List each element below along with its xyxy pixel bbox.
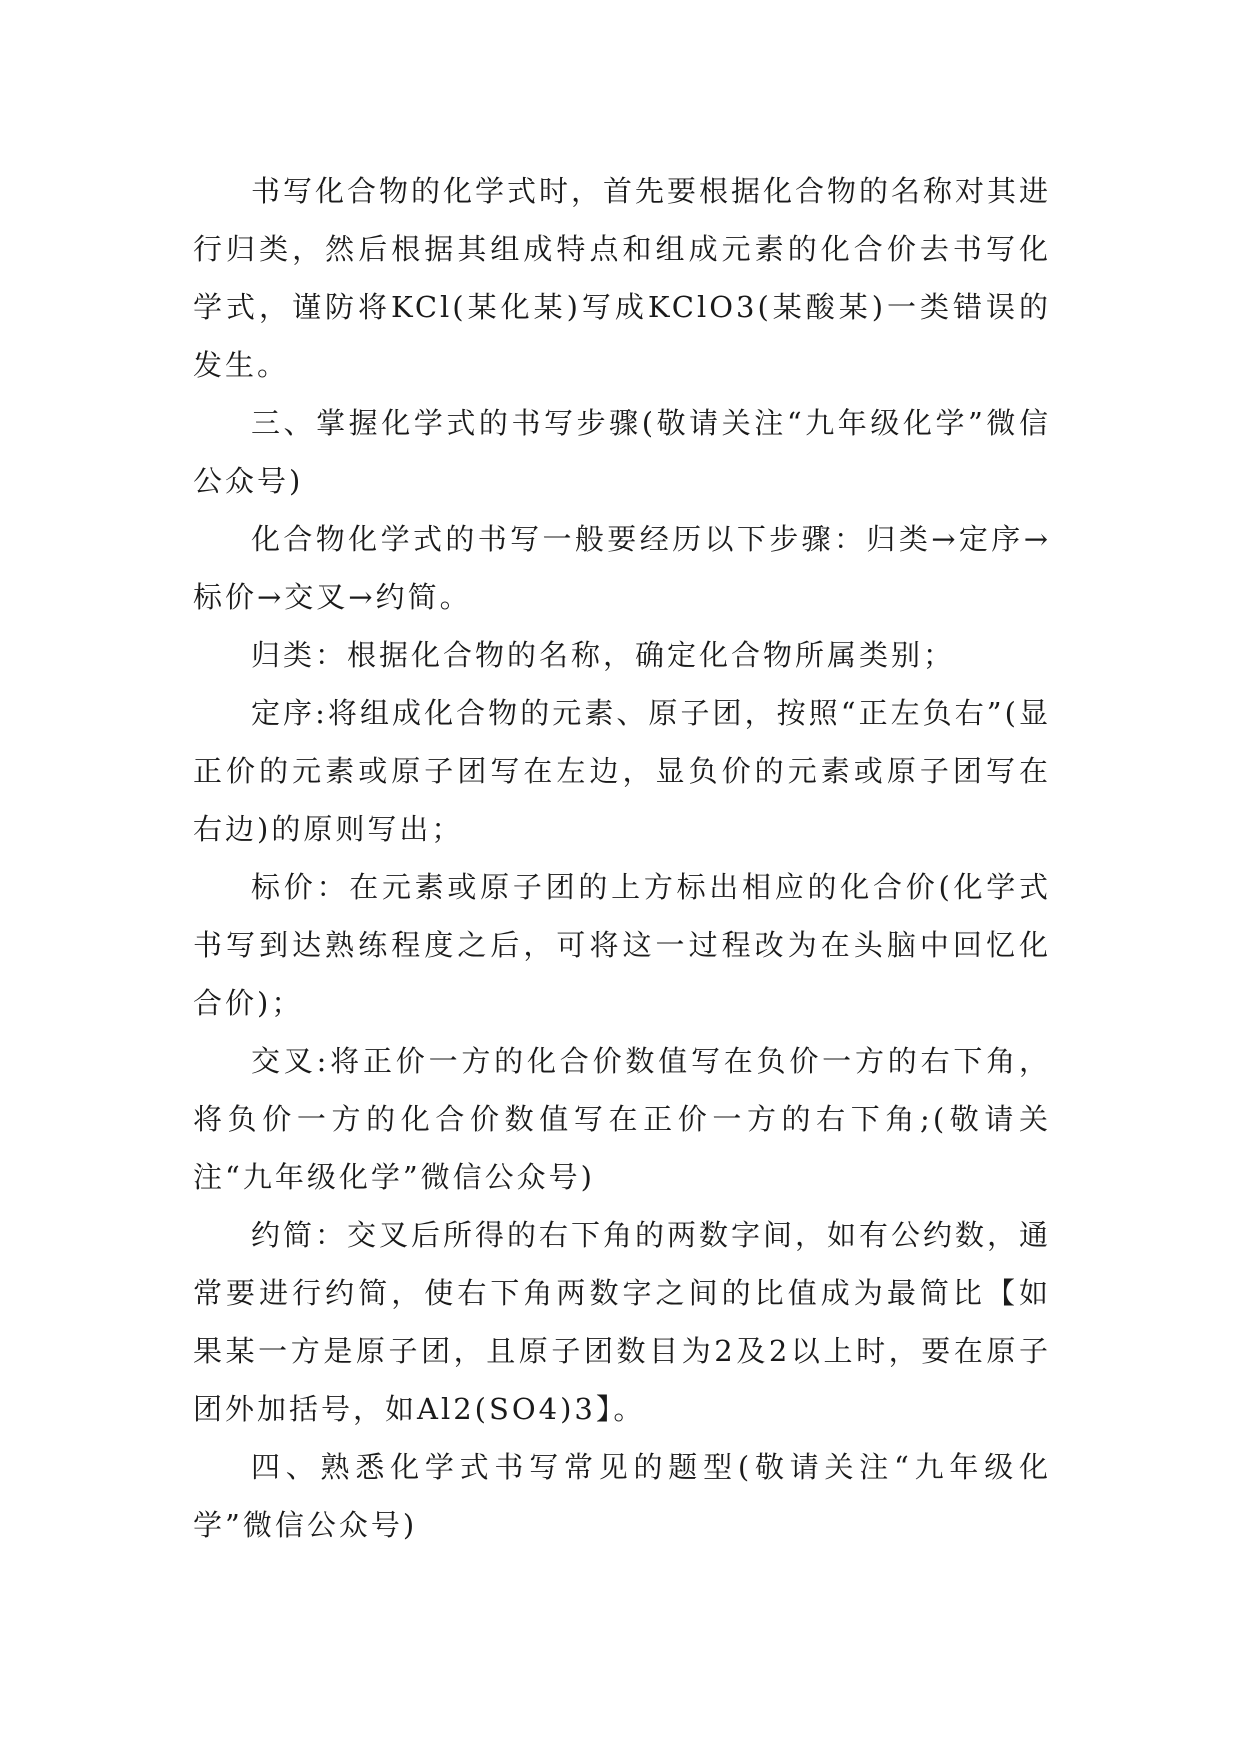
paragraph-steps-overview: 化合物化学式的书写一般要经历以下步骤：归类→定序→标价→交叉→约简。 <box>193 522 1051 614</box>
paragraph-step-classify: 归类：根据化合物的名称，确定化合物所属类别； <box>251 638 956 672</box>
paragraph-step-cross: 交叉:将正价一方的化合价数值写在负价一方的右下角，将负价一方的化合价数值写在正价一方的右下角;(敬请关注“九年级化学”微信公众号) <box>193 1044 1051 1194</box>
document-body <box>193 162 1051 1554</box>
paragraph-classification-intro: 书写化合物的化学式时，首先要根据化合物的名称对其进行归类，然后根据其组成特点和组成元素的化合价去书写化学式，谨防将KCl(某化某)写成KClO3(某酸某)一类错误的发生。 <box>193 174 1052 382</box>
paragraph-step-order: 定序:将组成化合物的元素、原子团，按照“正左负右”(显正价的元素或原子团写在左边，显负价的元素或原子团写在右边)的原则写出； <box>193 696 1051 846</box>
section-heading-4: 四、熟悉化学式书写常见的题型(敬请关注“九年级化学”微信公众号) <box>193 1450 1051 1542</box>
paragraph-step-simplify: 约简：交叉后所得的右下角的两数字间，如有公约数，通常要进行约简，使右下角两数字之间的比值成为最简比【如果某一方是原子团，且原子团数目为2及2以上时，要在原子团外加括号，如Al2(SO4)3】。 <box>193 1218 1052 1426</box>
section-heading-3: 三、掌握化学式的书写步骤(敬请关注“九年级化学”微信公众号) <box>193 406 1051 498</box>
paragraph-step-valence: 标价：在元素或原子团的上方标出相应的化合价(化学式书写到达熟练程度之后，可将这一过程改为在头脑中回忆化合价)； <box>193 870 1051 1020</box>
